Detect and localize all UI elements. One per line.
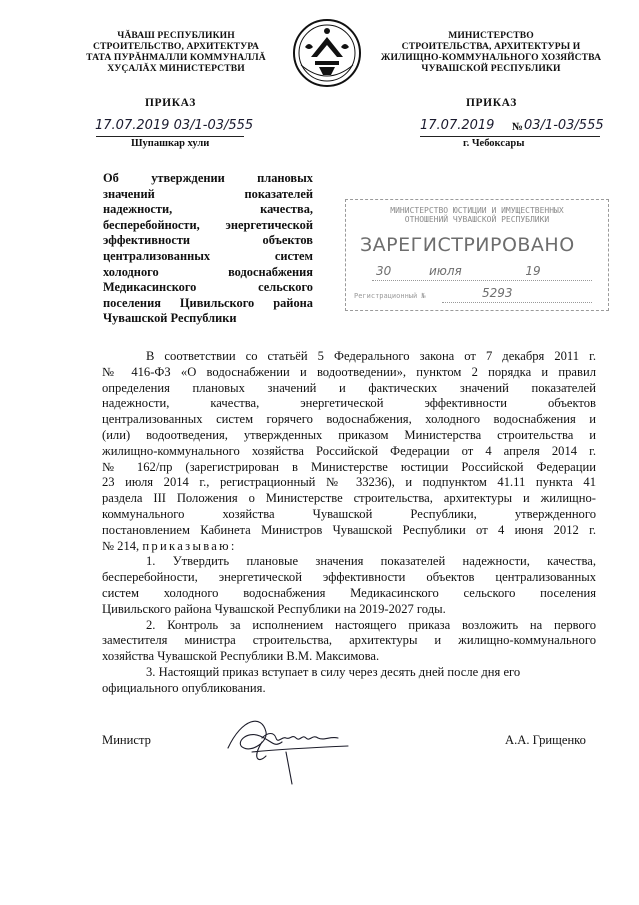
header-left-line: СТРОИТЕЛЬСТВО, АРХИТЕКТУРА (93, 41, 259, 52)
header-right-line: ЖИЛИЩНО-КОММУНАЛЬНОГО ХОЗЯЙСТВА (380, 52, 602, 63)
body-line-order (102, 539, 596, 555)
stamp-reg-number: 5293 (482, 286, 513, 300)
body-line: централизованных систем горячего водоснабжения, холодного водоснабжения и (102, 412, 596, 427)
stamp-title: ЗАРЕГИСТРИРОВАНО (360, 234, 575, 256)
handwritten-signature (222, 708, 362, 788)
body-line: № 416-ФЗ «О водоснабжении и водоотведении», пунктом 2 порядка и правил (102, 364, 596, 379)
header-right-line: СТРОИТЕЛЬСТВА, АРХИТЕКТУРЫ И (401, 41, 581, 52)
order-ref-number: № 214, (102, 538, 140, 553)
stamp-reg-line (442, 302, 592, 303)
header-right-ministry-russian (378, 30, 604, 74)
subject-line: эффективности объектов (103, 233, 313, 248)
number-sign: № (512, 121, 524, 133)
order-verb: приказываю: (142, 538, 237, 553)
subject-line: бесперебойности, энергетической (103, 217, 313, 232)
date-underline-left (96, 136, 244, 137)
city-right: г. Чебоксары (463, 138, 525, 149)
header-left-line: ХУÇАЛĂХ МИНИСТЕРСТВИ (107, 63, 245, 74)
item1-line: бесперебойности, энергетической эффективности объектов централизованных (102, 570, 596, 585)
stamp-top-line: МИНИСТЕРСТВО ЮСТИЦИИ И ИМУЩЕСТВЕННЫХ (390, 206, 564, 215)
stamp-month: июля (428, 264, 462, 278)
item1-line: 1. Утвердить плановые значения показателей надежности, качества, (146, 554, 596, 569)
body-line: жилищно-коммунального хозяйства Российской Федерации от 4 апреля 2014 г. (102, 443, 596, 458)
coat-of-arms-emblem (291, 17, 363, 89)
order-date-number-handwritten-left: 17.07.2019 03/1-03/555 (95, 118, 254, 133)
item3-line: 3. Настоящий приказ вступает в силу через десять дней после дня его (146, 664, 521, 679)
subject-line: поселения Цивильского района (103, 295, 313, 310)
stamp-ministry-text (354, 206, 600, 224)
stamp-reg-label: Регистрационный № (354, 292, 426, 300)
body-line: коммунального хозяйства Чувашской Республики, утвержденного (102, 506, 596, 521)
subject-line: централизованных систем (103, 248, 313, 263)
date-underline-right (420, 136, 600, 137)
body-line: № 162/пр (зарегистрирован в Министерстве юстиции Российской Федерации (102, 459, 596, 474)
subject-line: Об утверждении плановых (103, 171, 313, 185)
signer-title: Министр (102, 733, 151, 747)
order-body (102, 349, 596, 697)
subject-line: надежности, качества, (103, 202, 313, 217)
stamp-date (376, 264, 541, 278)
stamp-day: 30 (376, 264, 392, 278)
header-right-line: МИНИСТЕРСТВО (448, 30, 534, 41)
subject-line: Медикасинского сельского (103, 280, 313, 295)
item2-line: хозяйства Чувашской Республики В.М. Максимова. (102, 649, 380, 664)
order-label-right: ПРИКАЗ (466, 97, 517, 109)
header-left-ministry-chuvash (72, 30, 280, 74)
body-line: постановлением Кабинета Министров Чувашской Республики от 4 июня 2012 г. (102, 522, 596, 537)
city-left: Шупашкар хули (131, 138, 210, 149)
item2-line: заместителя министра строительства, архитектуры и жилищно-коммунального (102, 633, 596, 648)
subject-line: Чувашской Республики (103, 311, 237, 326)
item2-line: 2. Контроль за исполнением настоящего приказа возложить на первого (146, 617, 596, 632)
item3-line: официального опубликования. (102, 680, 266, 695)
body-line: (или) водоотведения, утвержденных приказом Министерства строительства и (102, 427, 596, 442)
stamp-year: 19 (525, 264, 541, 278)
body-line: надежности, качества, энергетической эффективности объектов (102, 396, 596, 411)
header-right-line: ЧУВАШСКОЙ РЕСПУБЛИКИ (421, 63, 561, 74)
body-line: 23 июля 2014 г., регистрационный № 33236), и подпунктом 41.11 пункта 41 (102, 475, 596, 490)
order-number-handwritten-right: 03/1-03/555 (524, 118, 604, 133)
order-label-left: ПРИКАЗ (145, 97, 196, 109)
header-left-line: ТАТА ПУРĂНМАЛЛИ КОММУНАЛЛĂ (86, 52, 266, 63)
signer-name: А.А. Грищенко (505, 733, 586, 747)
subject-line: значений показателей (103, 186, 313, 201)
body-line: раздела III Положения о Министерстве строительства, архитектуры и жилищно- (102, 491, 596, 506)
stamp-date-line (372, 280, 592, 281)
body-line: определения плановых значений и фактических значений показателей (102, 380, 596, 395)
order-date-handwritten-right: 17.07.2019 (420, 118, 495, 133)
body-line: В соответствии со статьёй 5 Федерального закона от 7 декабря 2011 г. (146, 349, 596, 363)
header-left-line: ЧĂВАШ РЕСПУБЛИКИН (117, 30, 235, 41)
item1-line: Цивильского района Чувашской Республики на 2019-2027 годы. (102, 601, 446, 616)
subject-line: холодного водоснабжения (103, 264, 313, 279)
order-subject (103, 171, 313, 327)
stamp-top-line: ОТНОШЕНИЙ ЧУВАШСКОЙ РЕСПУБЛИКИ (404, 215, 550, 224)
item1-line: систем холодного водоснабжения Медикасинского сельского поселения (102, 585, 596, 600)
registration-stamp (345, 199, 609, 311)
